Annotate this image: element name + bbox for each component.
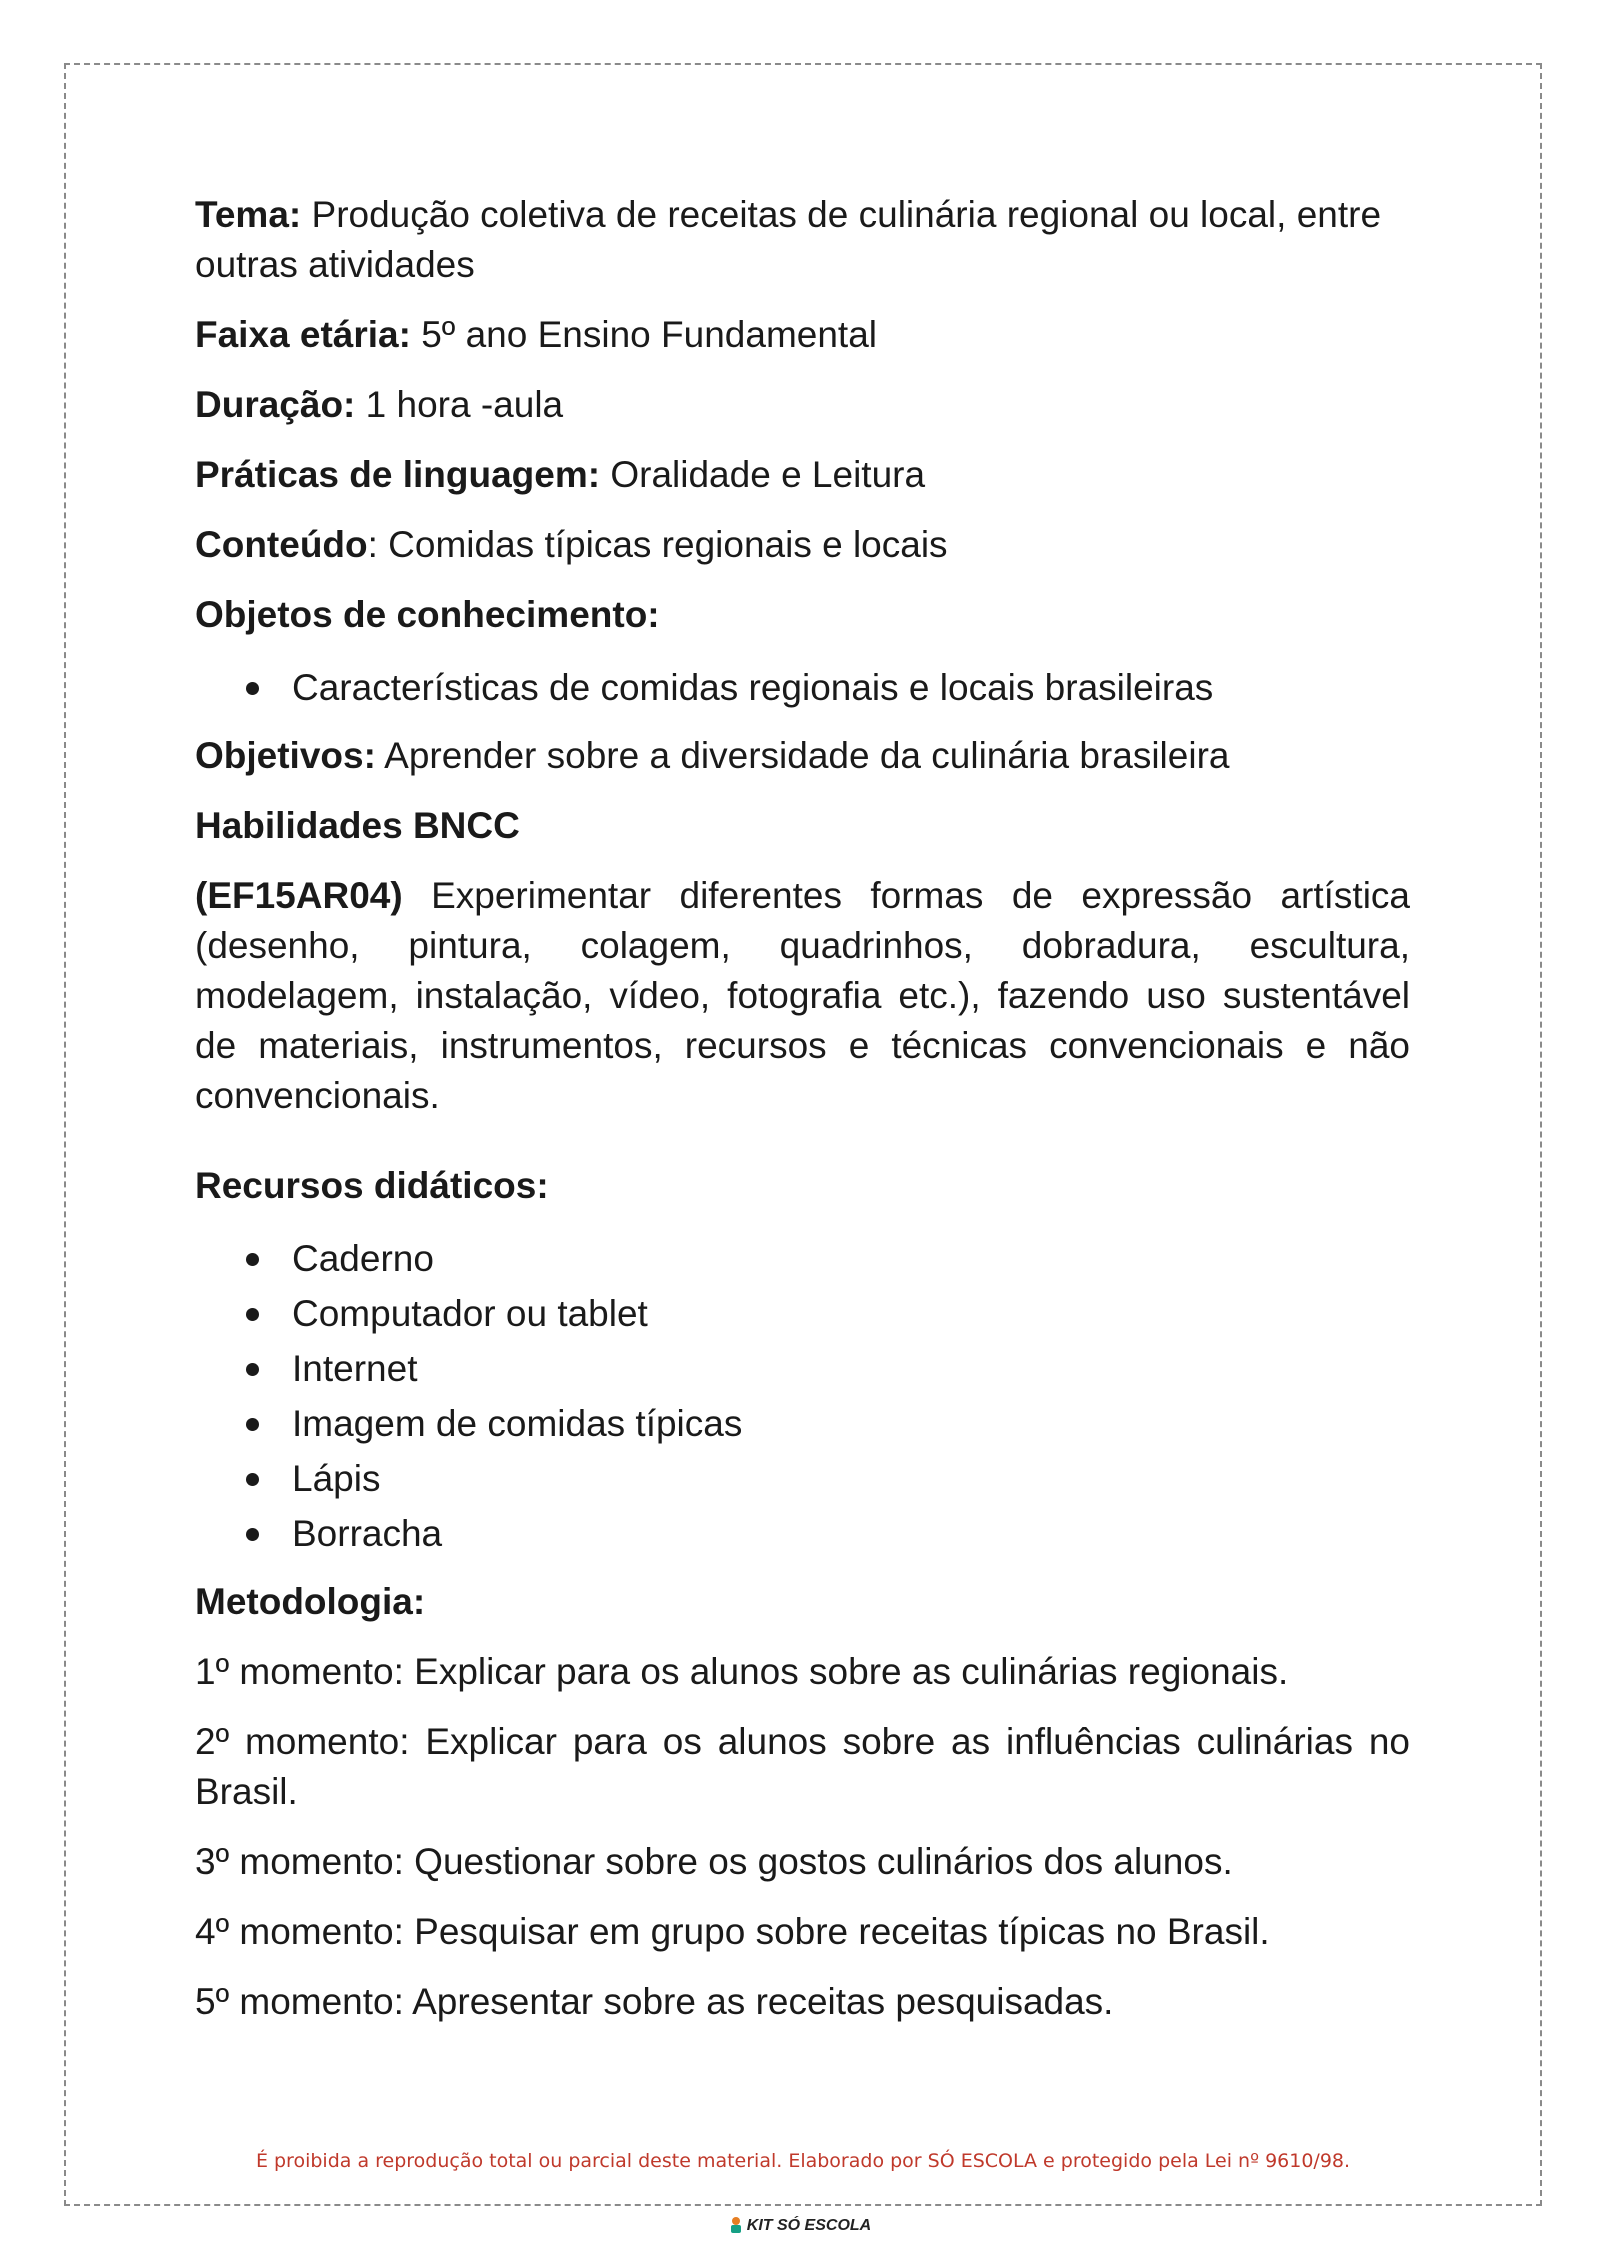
list-item: Borracha [195,1506,1410,1561]
bullet-icon [246,1308,259,1321]
habilidade-text: Experimentar diferentes formas de expressão artística (desenho, pintura, colagem, quadrinhos, dobradura, escultura, modelagem, instalação, vídeo, fotografia etc.), fazendo uso sustentável de materiais, instrumentos, recursos e técnicas convencionais e não convencionais. [195,875,1410,1116]
praticas-value: Oralidade e Leitura [600,454,926,495]
praticas-line [195,450,1410,500]
faixa-line [195,310,1410,360]
habilidades-heading: Habilidades BNCC [195,805,520,846]
metodologia-step: 4º momento: Pesquisar em grupo sobre receitas típicas no Brasil. [195,1911,1270,1952]
duracao-label: Duração: [195,384,356,425]
bullet-icon [246,682,259,695]
bullet-icon [246,1363,259,1376]
metodologia-step: 5º momento: Apresentar sobre as receitas pesquisadas. [195,1981,1114,2022]
conteudo-value: : Comidas típicas regionais e locais [367,524,948,565]
objetivos-line [195,731,1410,781]
tema-value: Produção coletiva de receitas de culinária regional ou local, entre outras atividades [195,194,1382,285]
objetivos-label: Objetivos: [195,735,376,776]
metodologia-heading: Metodologia: [195,1581,426,1622]
list-item: Características de comidas regionais e locais brasileiras [195,660,1410,715]
bullet-icon [246,1253,259,1266]
praticas-label: Práticas de linguagem: [195,454,601,495]
conteudo-line [195,520,1410,570]
list-item: Imagem de comidas típicas [195,1396,1410,1451]
school-mascot-icon [729,2216,743,2234]
faixa-label: Faixa etária: [195,314,411,355]
lesson-plan [195,190,1410,2047]
duracao-value: 1 hora -aula [355,384,564,425]
bullet-icon [246,1528,259,1541]
bullet-icon [246,1473,259,1486]
brand-footer [0,2216,1600,2235]
objetivos-value: Aprender sobre a diversidade da culinária brasileira [375,735,1230,776]
metodologia-step: 2º momento: Explicar para os alunos sobre as influências culinárias no Brasil. [195,1721,1410,1812]
recursos-heading: Recursos didáticos: [195,1165,549,1206]
metodologia-step: 1º momento: Explicar para os alunos sobre as culinárias regionais. [195,1651,1289,1692]
tema-line [195,190,1410,290]
faixa-value: 5º ano Ensino Fundamental [410,314,877,355]
habilidade-code: (EF15AR04) [195,875,403,916]
recursos-list [195,1231,1410,1561]
list-item: Caderno [195,1231,1410,1286]
brand-name: KIT SÓ ESCOLA [746,2217,872,2234]
bullet-icon [246,1418,259,1431]
objetos-heading: Objetos de conhecimento: [195,594,660,635]
list-item: Lápis [195,1451,1410,1506]
habilidade-paragraph [195,871,1410,1121]
list-item: Computador ou tablet [195,1286,1410,1341]
metodologia-step: 3º momento: Questionar sobre os gostos culinários dos alunos. [195,1841,1233,1882]
objetos-list [195,660,1410,715]
tema-label: Tema: [195,194,302,235]
duracao-line [195,380,1410,430]
conteudo-label: Conteúdo [195,524,368,565]
list-item: Internet [195,1341,1410,1396]
copyright-notice: É proibida a reprodução total ou parcial deste material. Elaborado por SÓ ESCOLA e protegido pela Lei nº 9610/98. [255,2150,1351,2172]
